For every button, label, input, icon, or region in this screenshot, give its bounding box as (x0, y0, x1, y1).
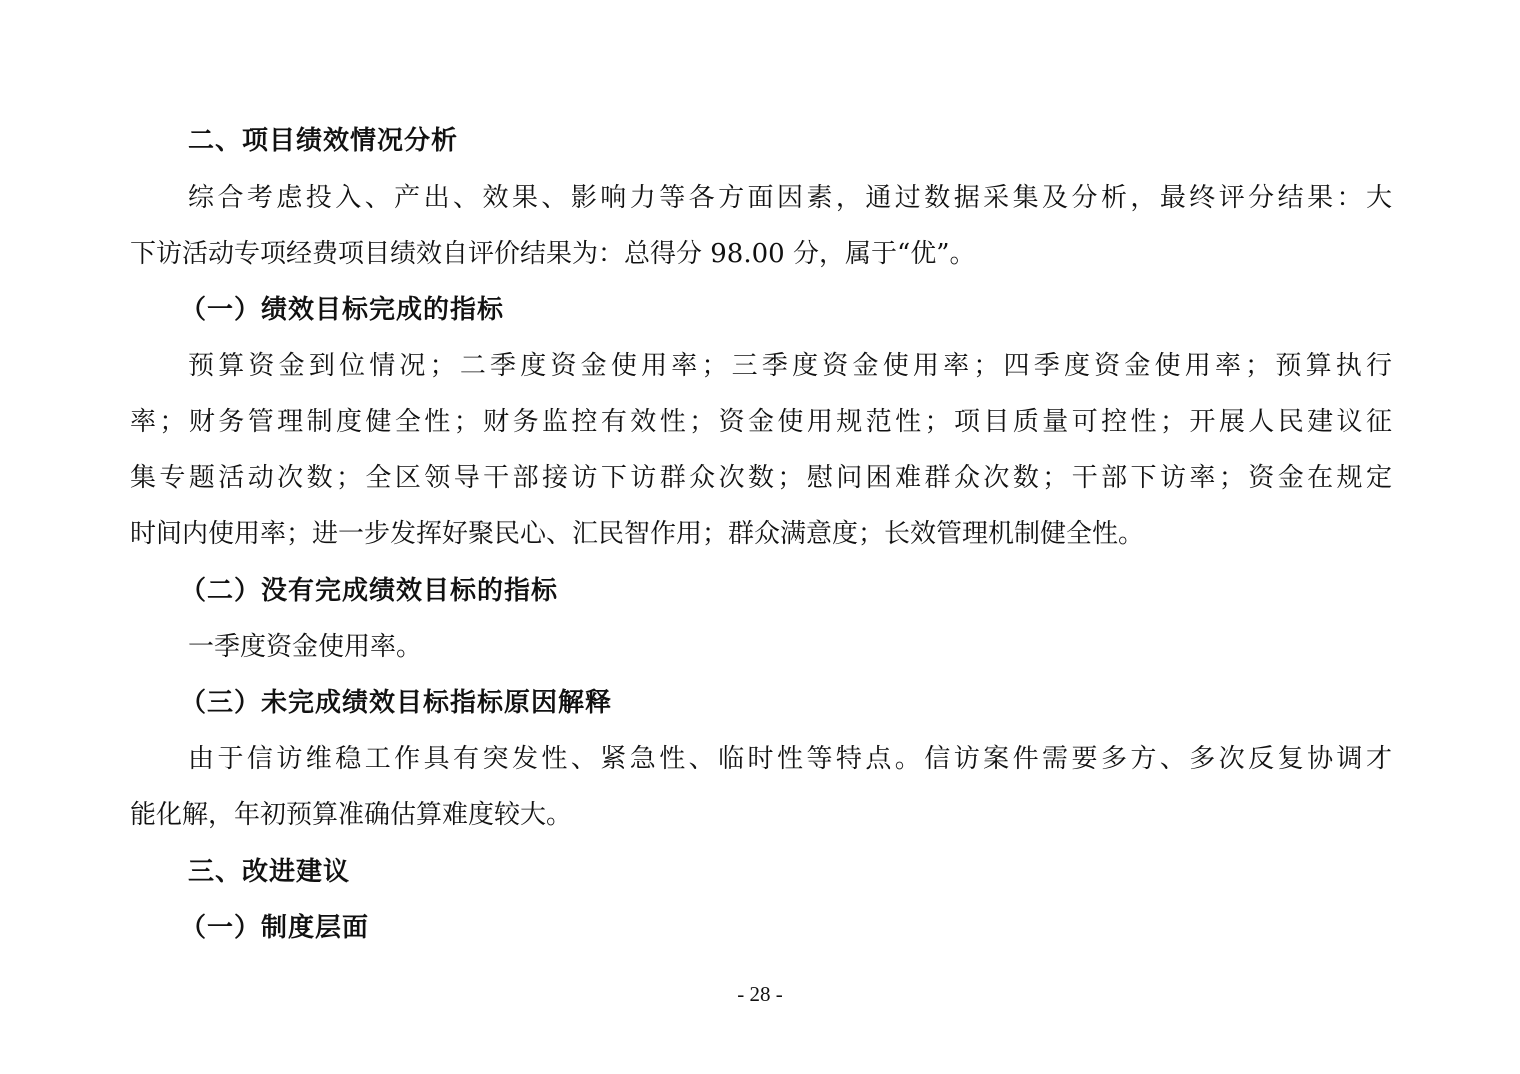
section-heading-improvement-suggestions: 三、改进建议 (188, 857, 351, 887)
subsection-heading-completed-indicators: （一）绩效目标完成的指标 (180, 295, 505, 325)
paragraph-line: 综合考虑投入、产出、效果、影响力等各方面因素，通过数据采集及分析，最终评分结果：大 (188, 183, 1392, 213)
paragraph-line: 预算资金到位情况；二季度资金使用率；三季度资金使用率；四季度资金使用率；预算执行 (188, 351, 1392, 381)
paragraph-line: 下访活动专项经费项目绩效自评价结果为：总得分 98.00 分，属于“优”。 (130, 239, 976, 269)
paragraph-line: 时间内使用率；进一步发挥好聚民心、汇民智作用；群众满意度；长效管理机制健全性。 (130, 519, 1145, 549)
subsection-heading-institutional-level: （一）制度层面 (180, 913, 370, 943)
paragraph-line: 由于信访维稳工作具有突发性、紧急性、临时性等特点。信访案件需要多方、多次反复协调才 (188, 744, 1392, 774)
paragraph-line: 能化解，年初预算准确估算难度较大。 (130, 800, 573, 830)
paragraph-line: 率；财务管理制度健全性；财务监控有效性；资金使用规范性；项目质量可控性；开展人民建议征 (130, 407, 1392, 437)
page-number: - 28 - (737, 982, 783, 1006)
subsection-heading-reason-explanation: （三）未完成绩效目标指标原因解释 (180, 688, 613, 718)
paragraph-line: 集专题活动次数；全区领导干部接访下访群众次数；慰问困难群众次数；干部下访率；资金在规定 (130, 463, 1392, 493)
paragraph-line: 一季度资金使用率。 (188, 632, 423, 662)
section-heading-performance-analysis: 二、项目绩效情况分析 (188, 126, 459, 156)
subsection-heading-uncompleted-indicators: （二）没有完成绩效目标的指标 (180, 576, 559, 606)
